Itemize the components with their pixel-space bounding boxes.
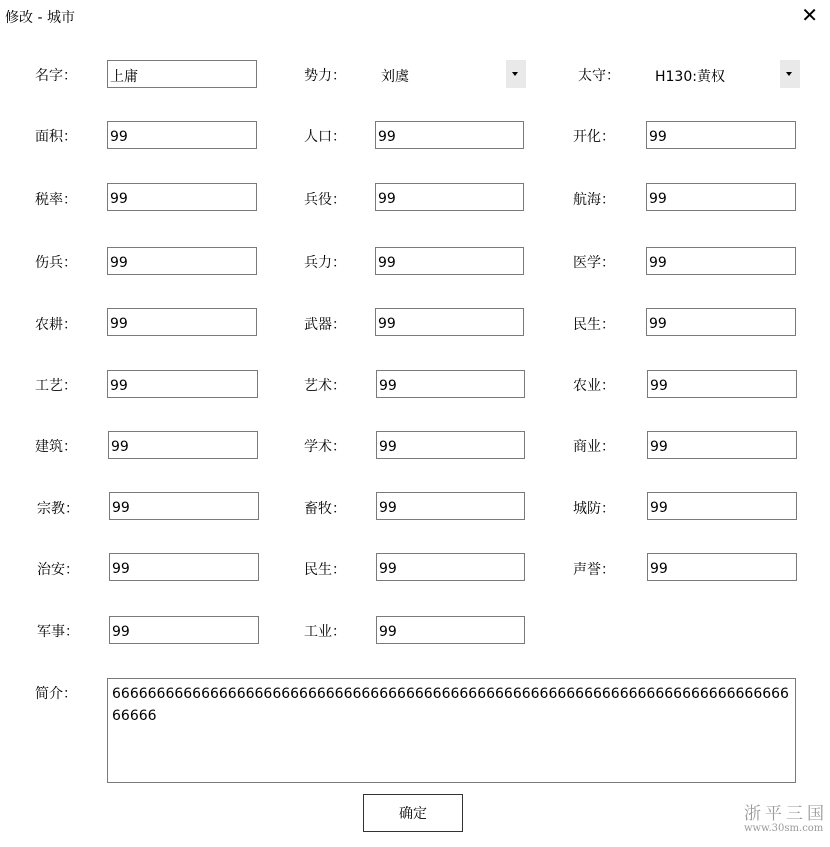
power-dropdown-button[interactable] (506, 60, 526, 88)
close-icon[interactable]: ✕ (801, 3, 818, 27)
farming-input[interactable] (107, 308, 257, 336)
medicine-label: 医学： (573, 255, 615, 271)
religion-input[interactable] (109, 492, 259, 520)
name-label: 名字： (35, 68, 77, 84)
commerce-label: 商业： (573, 439, 615, 455)
art-label: 艺术： (304, 378, 346, 394)
wounded-label: 伤兵： (35, 255, 77, 271)
population-input[interactable] (375, 121, 524, 149)
craft-label: 工艺： (35, 378, 77, 394)
industry-label: 工业： (304, 624, 346, 640)
chevron-down-icon (512, 72, 518, 76)
academics-input[interactable] (376, 431, 525, 459)
power-select-value: 刘虞 (381, 69, 409, 85)
reputation-label: 声誉： (573, 562, 615, 578)
prefect-select-value: H130:黄权 (655, 69, 725, 85)
conscription-input[interactable] (375, 183, 524, 211)
area-input[interactable] (107, 121, 257, 149)
window-title: 修改 - 城市 (5, 10, 75, 26)
livestock-label: 畜牧： (304, 501, 346, 517)
tax-input[interactable] (107, 183, 257, 211)
military-label: 军事： (37, 624, 79, 640)
agriculture-label: 农业： (573, 378, 615, 394)
power-label: 势力： (304, 68, 346, 84)
name-input[interactable] (107, 60, 257, 88)
livelihood-label: 民生： (573, 317, 615, 333)
craft-input[interactable] (107, 370, 258, 398)
welfare-input[interactable] (376, 553, 525, 581)
religion-label: 宗教： (37, 501, 79, 517)
farming-label: 农耕： (35, 317, 77, 333)
weapons-input[interactable] (375, 308, 524, 336)
prefect-label: 太守： (578, 68, 620, 84)
reputation-input[interactable] (647, 553, 797, 581)
art-input[interactable] (376, 370, 525, 398)
livestock-input[interactable] (376, 492, 525, 520)
navigation-label: 航海： (573, 192, 615, 208)
civilization-label: 开化： (573, 129, 615, 145)
commerce-input[interactable] (647, 431, 797, 459)
intro-textarea[interactable]: 666666666666666666666666666666666666666666666666666666666666666666666666666666666 (107, 678, 796, 783)
architecture-input[interactable] (108, 431, 258, 459)
area-label: 面积： (35, 129, 77, 145)
defense-input[interactable] (647, 492, 797, 520)
tax-label: 税率： (35, 192, 77, 208)
watermark-url: www.30sm.com (744, 823, 824, 834)
welfare-label: 民生： (304, 562, 346, 578)
agriculture-input[interactable] (647, 370, 797, 398)
academics-label: 学术： (304, 439, 346, 455)
population-label: 人口： (304, 129, 346, 145)
chevron-down-icon (786, 72, 792, 76)
navigation-input[interactable] (646, 183, 796, 211)
security-label: 治安： (37, 562, 79, 578)
intro-label: 简介： (35, 686, 77, 702)
troops-label: 兵力： (304, 255, 346, 271)
watermark-logo-text: 浙平三国 (744, 804, 828, 824)
medicine-input[interactable] (646, 247, 796, 275)
industry-input[interactable] (376, 616, 525, 644)
civilization-input[interactable] (646, 121, 796, 149)
ok-button[interactable]: 确定 (363, 794, 463, 832)
troops-input[interactable] (375, 247, 524, 275)
weapons-label: 武器： (304, 317, 346, 333)
title-bar (0, 0, 830, 32)
security-input[interactable] (109, 553, 259, 581)
prefect-dropdown-button[interactable] (780, 60, 800, 88)
defense-label: 城防： (573, 501, 615, 517)
conscription-label: 兵役： (304, 192, 346, 208)
military-input[interactable] (109, 616, 259, 644)
architecture-label: 建筑： (35, 439, 77, 455)
livelihood-input[interactable] (646, 308, 796, 336)
wounded-input[interactable] (107, 247, 257, 275)
